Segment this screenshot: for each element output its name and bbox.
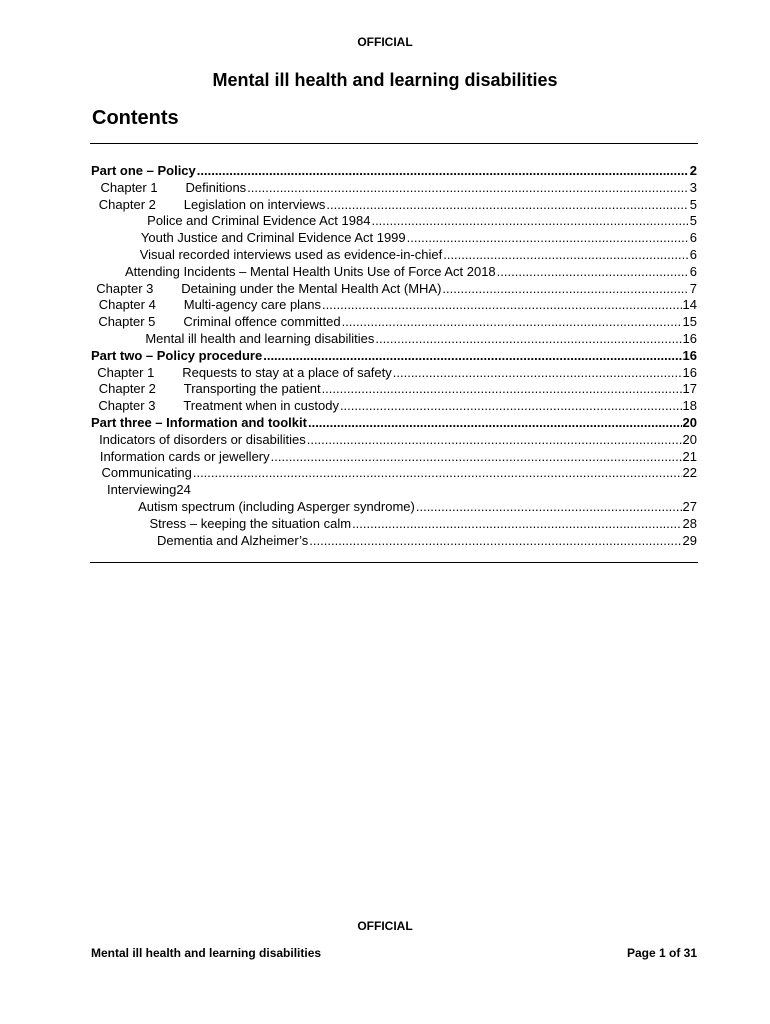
toc-entry[interactable] — [91, 197, 697, 214]
toc-chapter-label: Chapter 3 — [98, 398, 156, 414]
toc-page-number: 21 — [682, 448, 697, 464]
toc-entry-title: Interviewing — [107, 482, 177, 498]
toc-entry[interactable] — [91, 264, 697, 281]
toc-entry-title: Part three – Information and toolkit — [91, 414, 307, 430]
toc-page-number: 18 — [682, 398, 697, 414]
toc-entry-title: Dementia and Alzheimer’s — [157, 532, 309, 548]
toc-entry[interactable] — [91, 314, 697, 331]
toc-entry[interactable] — [91, 449, 697, 466]
footer-document-title: Mental ill health and learning disabilities — [91, 946, 322, 960]
toc-entry-title: Youth Justice and Criminal Evidence Act 1999 — [140, 230, 406, 246]
toc-entry-title: Multi-agency care plans — [183, 297, 322, 313]
toc-dot-leader — [443, 247, 688, 264]
toc-entry-title: Communicating — [101, 465, 192, 481]
toc-page-number: 6 — [689, 246, 697, 262]
toc-page-number: 5 — [689, 213, 697, 229]
toc-entry[interactable] — [91, 163, 697, 180]
toc-entry-title: Visual recorded interviews used as evidence-in-chief — [139, 246, 443, 262]
toc-dot-leader — [308, 415, 682, 432]
toc-entry[interactable] — [91, 381, 697, 398]
toc-dot-leader — [375, 331, 681, 348]
toc-page-number: 5 — [689, 196, 697, 212]
toc-entry[interactable] — [91, 516, 697, 533]
table-of-contents — [91, 163, 697, 549]
toc-page-number: 6 — [689, 230, 697, 246]
toc-page-number: 2 — [689, 163, 697, 178]
toc-dot-leader — [193, 465, 682, 482]
toc-dot-leader — [342, 314, 682, 331]
toc-page-number: 24 — [176, 482, 191, 498]
toc-entry-title: Indicators of disorders or disabilities — [99, 431, 306, 447]
toc-dot-leader — [309, 533, 681, 550]
toc-entry[interactable] — [91, 415, 697, 432]
toc-entry-title: Police and Criminal Evidence Act 1984 — [147, 213, 371, 229]
toc-page-number: 6 — [689, 263, 697, 279]
toc-dot-leader — [416, 499, 682, 516]
toc-dot-leader — [371, 213, 688, 230]
toc-entry[interactable] — [91, 533, 697, 550]
toc-page-number: 16 — [682, 330, 697, 346]
toc-dot-leader — [326, 197, 688, 214]
classification-marking-top: OFFICIAL — [357, 35, 413, 49]
document-title: Mental ill health and learning disabilities — [212, 70, 558, 90]
classification-marking-bottom: OFFICIAL — [357, 919, 413, 933]
toc-entry-title: Legislation on interviews — [183, 196, 326, 212]
toc-entry-title: Criminal offence committed — [183, 314, 341, 330]
toc-page-number: 22 — [682, 465, 697, 481]
toc-entry-title: Transporting the patient — [183, 381, 321, 397]
toc-page-number: 20 — [682, 431, 697, 447]
toc-page-number: 28 — [682, 515, 697, 531]
toc-page-number: 7 — [689, 280, 697, 296]
toc-page-number: 16 — [682, 347, 697, 363]
toc-entry[interactable] — [91, 297, 697, 314]
bottom-divider — [90, 562, 698, 563]
toc-dot-leader — [271, 449, 682, 466]
toc-entry[interactable] — [91, 465, 697, 482]
toc-chapter-label: Chapter 1 — [97, 364, 155, 380]
toc-entry[interactable] — [91, 432, 697, 449]
toc-chapter-label: Chapter 1 — [100, 179, 158, 195]
toc-entry-title: Stress – keeping the situation calm — [149, 515, 352, 531]
toc-dot-leader — [322, 381, 682, 398]
toc-dot-leader — [263, 348, 681, 365]
toc-entry-title: Requests to stay at a place of safety — [182, 364, 392, 380]
toc-entry-title: Attending Incidents – Mental Health Units Use of Force Act 2018 — [124, 263, 496, 279]
toc-page-number: 27 — [682, 498, 697, 514]
toc-dot-leader — [247, 180, 688, 197]
toc-entry[interactable] — [91, 398, 697, 415]
toc-entry-title: Autism spectrum (including Asperger syndrome) — [138, 498, 415, 514]
contents-heading: Contents — [92, 107, 179, 129]
toc-chapter-label: Chapter 2 — [98, 381, 156, 397]
toc-dot-leader — [497, 264, 688, 281]
toc-dot-leader — [352, 516, 681, 533]
toc-entry[interactable] — [91, 180, 697, 197]
toc-entry[interactable] — [91, 281, 697, 298]
toc-entry[interactable] — [91, 482, 697, 499]
toc-chapter-label: Chapter 2 — [98, 196, 156, 212]
toc-dot-leader — [322, 297, 682, 314]
toc-entry[interactable] — [91, 365, 697, 382]
toc-entry[interactable] — [91, 499, 697, 516]
toc-entry-title: Definitions — [185, 179, 247, 195]
toc-entry[interactable] — [91, 348, 697, 365]
toc-dot-leader — [340, 398, 682, 415]
top-divider — [90, 143, 698, 144]
toc-chapter-label: Chapter 5 — [98, 314, 156, 330]
toc-page-number: 14 — [682, 297, 697, 313]
toc-entry[interactable] — [91, 213, 697, 230]
toc-entry[interactable] — [91, 230, 697, 247]
toc-dot-leader — [307, 432, 682, 449]
toc-entry-title: Treatment when in custody — [183, 398, 339, 414]
toc-entry-title: Part one – Policy — [91, 163, 196, 178]
toc-dot-leader — [442, 281, 688, 298]
toc-page-number: 3 — [689, 179, 697, 195]
toc-entry-title: Mental ill health and learning disabilities — [145, 330, 375, 346]
toc-dot-leader — [407, 230, 688, 247]
toc-chapter-label: Chapter 3 — [96, 280, 154, 296]
toc-page-number: 16 — [682, 364, 697, 380]
toc-entry[interactable] — [91, 331, 697, 348]
footer-page-number: Page 1 of 31 — [626, 946, 697, 960]
toc-page-number: 17 — [682, 381, 697, 397]
toc-page-number: 29 — [682, 532, 697, 548]
toc-entry-title: Detaining under the Mental Health Act (MHA) — [181, 280, 442, 296]
toc-page-number: 15 — [682, 314, 697, 330]
toc-dot-leader — [393, 365, 682, 382]
toc-page-number: 20 — [682, 414, 697, 430]
toc-entry-title: Information cards or jewellery — [99, 448, 270, 464]
toc-entry[interactable] — [91, 247, 697, 264]
toc-chapter-label: Chapter 4 — [98, 297, 156, 313]
toc-dot-leader — [197, 163, 688, 180]
toc-entry-title: Part two – Policy procedure — [91, 347, 263, 363]
